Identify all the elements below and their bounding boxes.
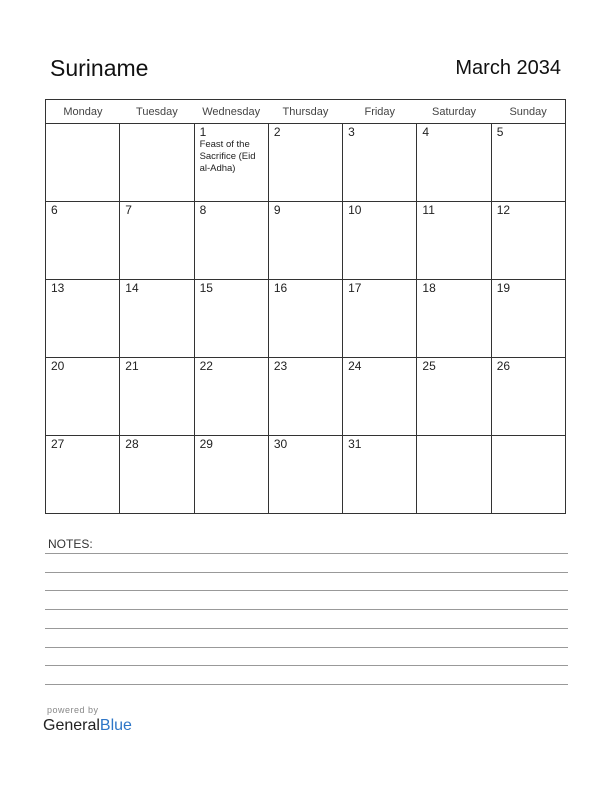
day-number: 29 [199, 437, 213, 451]
day-number: 6 [51, 203, 58, 217]
day-number: 16 [273, 281, 288, 295]
day-number: 15 [199, 281, 213, 295]
notes-line [45, 665, 568, 666]
day-cell [417, 358, 491, 436]
day-number: 1 [199, 125, 207, 139]
notes-line [45, 628, 568, 629]
day-number: 26 [496, 359, 511, 373]
day-number: 24 [348, 359, 362, 373]
day-cell [194, 280, 268, 358]
day-number: 2 [273, 125, 281, 139]
calendar-grid [45, 99, 566, 514]
day-cell [343, 358, 417, 436]
day-number: 11 [422, 203, 435, 217]
day-number: 7 [125, 203, 132, 217]
day-cell [417, 280, 491, 358]
day-number: 23 [273, 359, 288, 373]
day-number: 10 [348, 203, 362, 217]
notes-line [45, 684, 568, 685]
day-cell [268, 358, 342, 436]
day-cell [120, 124, 194, 202]
notes-line [45, 647, 568, 648]
day-cell [120, 436, 194, 514]
day-number: 27 [51, 437, 65, 451]
notes-line [45, 609, 568, 610]
weekday-header: Monday [46, 100, 120, 124]
day-cell [268, 124, 342, 202]
day-cell [343, 436, 417, 514]
day-number: 13 [51, 281, 65, 295]
day-cell [343, 202, 417, 280]
logo-blue-text: Blue [99, 717, 132, 734]
weekday-header: Saturday [417, 100, 491, 124]
day-number: 19 [496, 281, 511, 295]
day-number: 30 [273, 437, 288, 451]
week-row [46, 280, 566, 358]
day-cell [194, 202, 268, 280]
day-cell [268, 202, 342, 280]
weekday-header: Thursday [268, 100, 342, 124]
day-cell [417, 202, 491, 280]
day-number: 25 [422, 359, 436, 373]
day-cell [46, 202, 120, 280]
day-number: 17 [348, 281, 362, 295]
powered-by-text: powered by [47, 705, 99, 715]
day-cell [46, 358, 120, 436]
week-row [46, 358, 566, 436]
day-cell [417, 124, 491, 202]
day-cell [491, 280, 565, 358]
day-cell [120, 280, 194, 358]
day-number: 18 [422, 281, 436, 295]
day-cell [46, 124, 120, 202]
day-cell [268, 436, 342, 514]
day-number: 14 [125, 281, 139, 295]
weekday-header: Friday [343, 100, 417, 124]
logo-general-text: General [43, 717, 100, 734]
day-cell [491, 436, 565, 514]
week-row [46, 202, 566, 280]
month-year-title: March 2034 [455, 57, 561, 79]
day-number: 20 [51, 359, 65, 373]
day-cell [491, 124, 565, 202]
notes-label: NOTES: [48, 537, 93, 551]
week-row [46, 436, 566, 514]
notes-line [45, 590, 568, 591]
week-row [46, 124, 566, 202]
day-number: 22 [199, 359, 213, 373]
day-cell [194, 436, 268, 514]
day-cell [194, 124, 268, 202]
weekday-header: Wednesday [194, 100, 268, 124]
notes-line [45, 572, 568, 573]
day-cell [268, 280, 342, 358]
day-number: 9 [273, 203, 281, 217]
day-cell [343, 124, 417, 202]
day-number: 4 [422, 125, 430, 139]
day-cell [491, 202, 565, 280]
holiday-event: Feast of the Sacrifice (Eid al-Adha) [199, 139, 256, 174]
day-number: 28 [125, 437, 139, 451]
day-number: 5 [496, 125, 504, 139]
day-cell [46, 436, 120, 514]
day-number: 12 [496, 203, 511, 217]
weekday-header-row [46, 100, 566, 124]
day-cell [120, 202, 194, 280]
day-number: 3 [348, 125, 355, 139]
weekday-header: Tuesday [120, 100, 194, 124]
weekday-header: Sunday [491, 100, 565, 124]
day-cell [120, 358, 194, 436]
day-number: 8 [199, 203, 207, 217]
day-cell [491, 358, 565, 436]
day-number: 31 [348, 437, 362, 451]
day-cell [194, 358, 268, 436]
day-cell [46, 280, 120, 358]
notes-line [45, 553, 568, 554]
generalblue-logo [43, 717, 132, 735]
country-title: Suriname [50, 55, 149, 81]
day-cell [343, 280, 417, 358]
day-cell [417, 436, 491, 514]
day-number: 21 [125, 359, 139, 373]
